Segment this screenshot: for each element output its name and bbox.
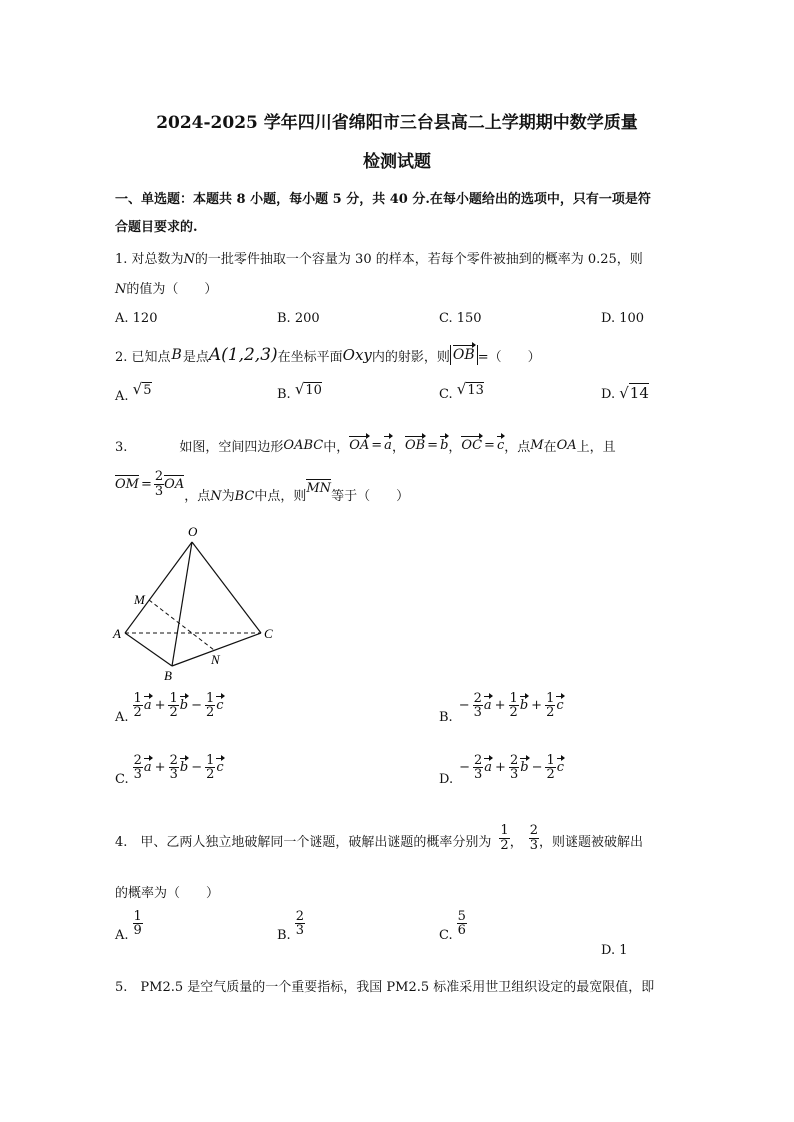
q2-opt-label-b: B. <box>277 387 291 402</box>
q2-opt-value-b: 10 <box>305 383 322 398</box>
q3-fraction <box>154 470 164 498</box>
q2-opt-value-d: 14 <box>629 384 649 402</box>
page-title-line2: 检测试题 <box>363 152 431 172</box>
q2-point-a: A(1,2,3) <box>208 345 278 365</box>
q2-text-f: =（ ） <box>477 349 541 365</box>
label-m: M <box>134 592 145 607</box>
q3-quad: OABC <box>283 438 324 453</box>
q2-sqrt-5: √5 <box>132 380 152 398</box>
q3-vector-oa2: OA <box>164 476 185 492</box>
q3-vector-om: OM <box>115 476 139 492</box>
q1-option-b: B. 200 <box>277 311 320 326</box>
q1-text-a: 1. 对总数为 <box>115 252 184 267</box>
q3-option-a-expr: 1 2 a + $\frac{1}{2}$ b − $\frac{1}{2}$ c <box>133 691 224 720</box>
q2-option-a <box>115 380 152 404</box>
question-4-line1: 4. 甲、乙两人独立地破解同一个谜题，破解出谜题的概率分别为 $\frac{1}{2}$ ， $\frac{2}{3}$ ，则谜题被破解出 <box>115 823 643 853</box>
q4-text-a: 4. 甲、乙两人独立地破解同一个谜题，破解出谜题的概率分别为 <box>115 835 492 851</box>
q4-option-a: A. 1 9 <box>115 909 142 943</box>
q3-frac-num: 2 <box>154 469 164 484</box>
q3-option-d-expr: − $\frac{2}{3}$ a + $\frac{2}{3}$ b − $\frac{1}{2}$ c <box>459 753 565 782</box>
q3-text-c: ，点 <box>504 440 531 455</box>
q3-vector-c: c <box>496 438 505 453</box>
q2-var-b: B <box>171 347 182 363</box>
question-4-line2: 的概率为（ ） <box>115 886 220 901</box>
label-a: A <box>113 626 121 641</box>
q3-text-d: 在 <box>543 440 557 455</box>
q4-option-b: B. 2 3 <box>277 909 304 943</box>
q3-option-b: B. − $\frac{2}{3}$ a + $\frac{1}{2}$ b + $\frac{1}{2}$ c <box>439 691 564 725</box>
q3-text-e: 上，且 <box>576 440 616 455</box>
q3-vector-oa: OA <box>349 438 370 453</box>
label-o: O <box>188 524 198 539</box>
q2-opt-value-a: 5 <box>143 383 152 398</box>
q4-fraction-1: $\frac{1}{2}$ <box>500 823 509 853</box>
question-3-line1: 3. 如图，空间四边形 OABC 中， OA = a ， OB = b ， OC = c ，点 M 在 OA 上，且 <box>115 438 616 455</box>
q3-option-c: C. 2 3 a + $\frac{2}{3}$ b − $\frac{1}{2}$ c <box>115 753 224 787</box>
q2-option-c <box>439 380 484 402</box>
edge-oa <box>125 542 192 633</box>
q2-opt-label-d: D. <box>601 387 616 402</box>
q3-var-m: M <box>530 438 544 453</box>
q3-option-d: D. − $\frac{2}{3}$ a + $\frac{2}{3}$ b − $\frac{1}{2}$ c <box>439 753 565 787</box>
q3-text-b: 中， <box>323 440 350 455</box>
q2-opt-label-c: C. <box>439 387 453 402</box>
q2-text-c: 是点 <box>182 349 209 365</box>
q2-sqrt-13: √13 <box>456 380 484 398</box>
q1-text-b: 的一批零件抽取一个容量为 30 的样本，若每个零件被抽到的概率为 0.25，则 <box>194 252 643 267</box>
question-5-line1: 5. PM2.5 是空气质量的一个重要指标，我国 PM2.5 标准采用世卫组织设定的最宽限值，即 <box>115 980 655 995</box>
edge-oc <box>192 542 261 633</box>
q2-text-a: 2. 已知点 <box>115 349 171 365</box>
q3-vector-oc: OC <box>461 438 483 453</box>
q2-plane: Oxy <box>342 346 372 364</box>
q3-frac-den: 3 <box>154 483 164 499</box>
q2-vector-ob: OB <box>452 347 475 363</box>
q3-option-a: A. 1 2 a + $\frac{1}{2}$ b − $\frac{1}{2}$ c <box>115 691 224 725</box>
q3-var-oa: OA <box>556 438 577 453</box>
q2-sqrt-10: √10 <box>294 380 322 398</box>
q3-line2-rest: ，点N为BC中点，则MN等于（ ） <box>184 480 410 504</box>
q2-opt-label-a: A. <box>115 389 129 404</box>
q3-vector-a: a <box>384 438 392 453</box>
label-b: B <box>164 668 172 683</box>
q4-option-d: D. 1 <box>601 943 628 958</box>
q2-abs-vector <box>450 345 478 365</box>
q1-option-c: C. 150 <box>439 311 482 326</box>
q3-vector-b: b <box>440 438 449 453</box>
q3-text-a: 3. 如图，空间四边形 <box>115 440 284 455</box>
question-1-line2 <box>115 278 217 297</box>
q1-text-c: 的值为（ ） <box>126 282 218 297</box>
q1-var-n2: N <box>115 282 127 297</box>
q2-text-e: 内的射影，则 <box>371 349 450 365</box>
q3-option-c-expr: 2 3 a + $\frac{2}{3}$ b − $\frac{1}{2}$ c <box>133 753 224 782</box>
edge-ab <box>125 633 172 666</box>
section-heading-line2: 合题目要求的. <box>115 220 198 235</box>
question-1-line1 <box>115 248 643 267</box>
q2-option-b <box>277 380 322 402</box>
section-heading: 一、单选题：本题共 8 小题，每小题 5 分，共 40 分.在每小题给出的选项中，只有一项是符 <box>115 192 651 207</box>
question-3-line2: OM = $\frac{2}{3}$ OA ，点N为BC中点，则MN等于（ ） <box>115 469 410 504</box>
page-title: 2024-2025 学年四川省绵阳市三台县高二上学期期中数学质量 <box>156 113 638 133</box>
label-n: N <box>211 652 220 667</box>
question-2 <box>115 345 541 365</box>
q3-vector-mn: MN <box>306 480 332 496</box>
q3-option-b-expr: − $\frac{2}{3}$ a + $\frac{1}{2}$ b + $\frac{1}{2}$ c <box>458 691 564 720</box>
q4-fraction-2: $\frac{2}{3}$ <box>529 823 538 853</box>
q3-vector-ob: OB <box>404 438 426 453</box>
q4-text-b: ，则谜题被破解出 <box>538 835 643 851</box>
edge-ob <box>172 542 192 666</box>
q1-option-a: A. 120 <box>115 311 158 326</box>
label-c: C <box>264 626 273 641</box>
tetrahedron-figure <box>108 520 288 685</box>
q2-text-d: 在坐标平面 <box>277 349 343 365</box>
q1-var-n: N <box>183 252 195 267</box>
q4-option-c: C. 5 6 <box>439 909 466 943</box>
q2-opt-value-c: 13 <box>467 383 484 398</box>
q2-option-d <box>601 384 649 402</box>
q2-sqrt-14: √14 <box>619 384 649 402</box>
q1-option-d: D. 100 <box>601 311 645 326</box>
